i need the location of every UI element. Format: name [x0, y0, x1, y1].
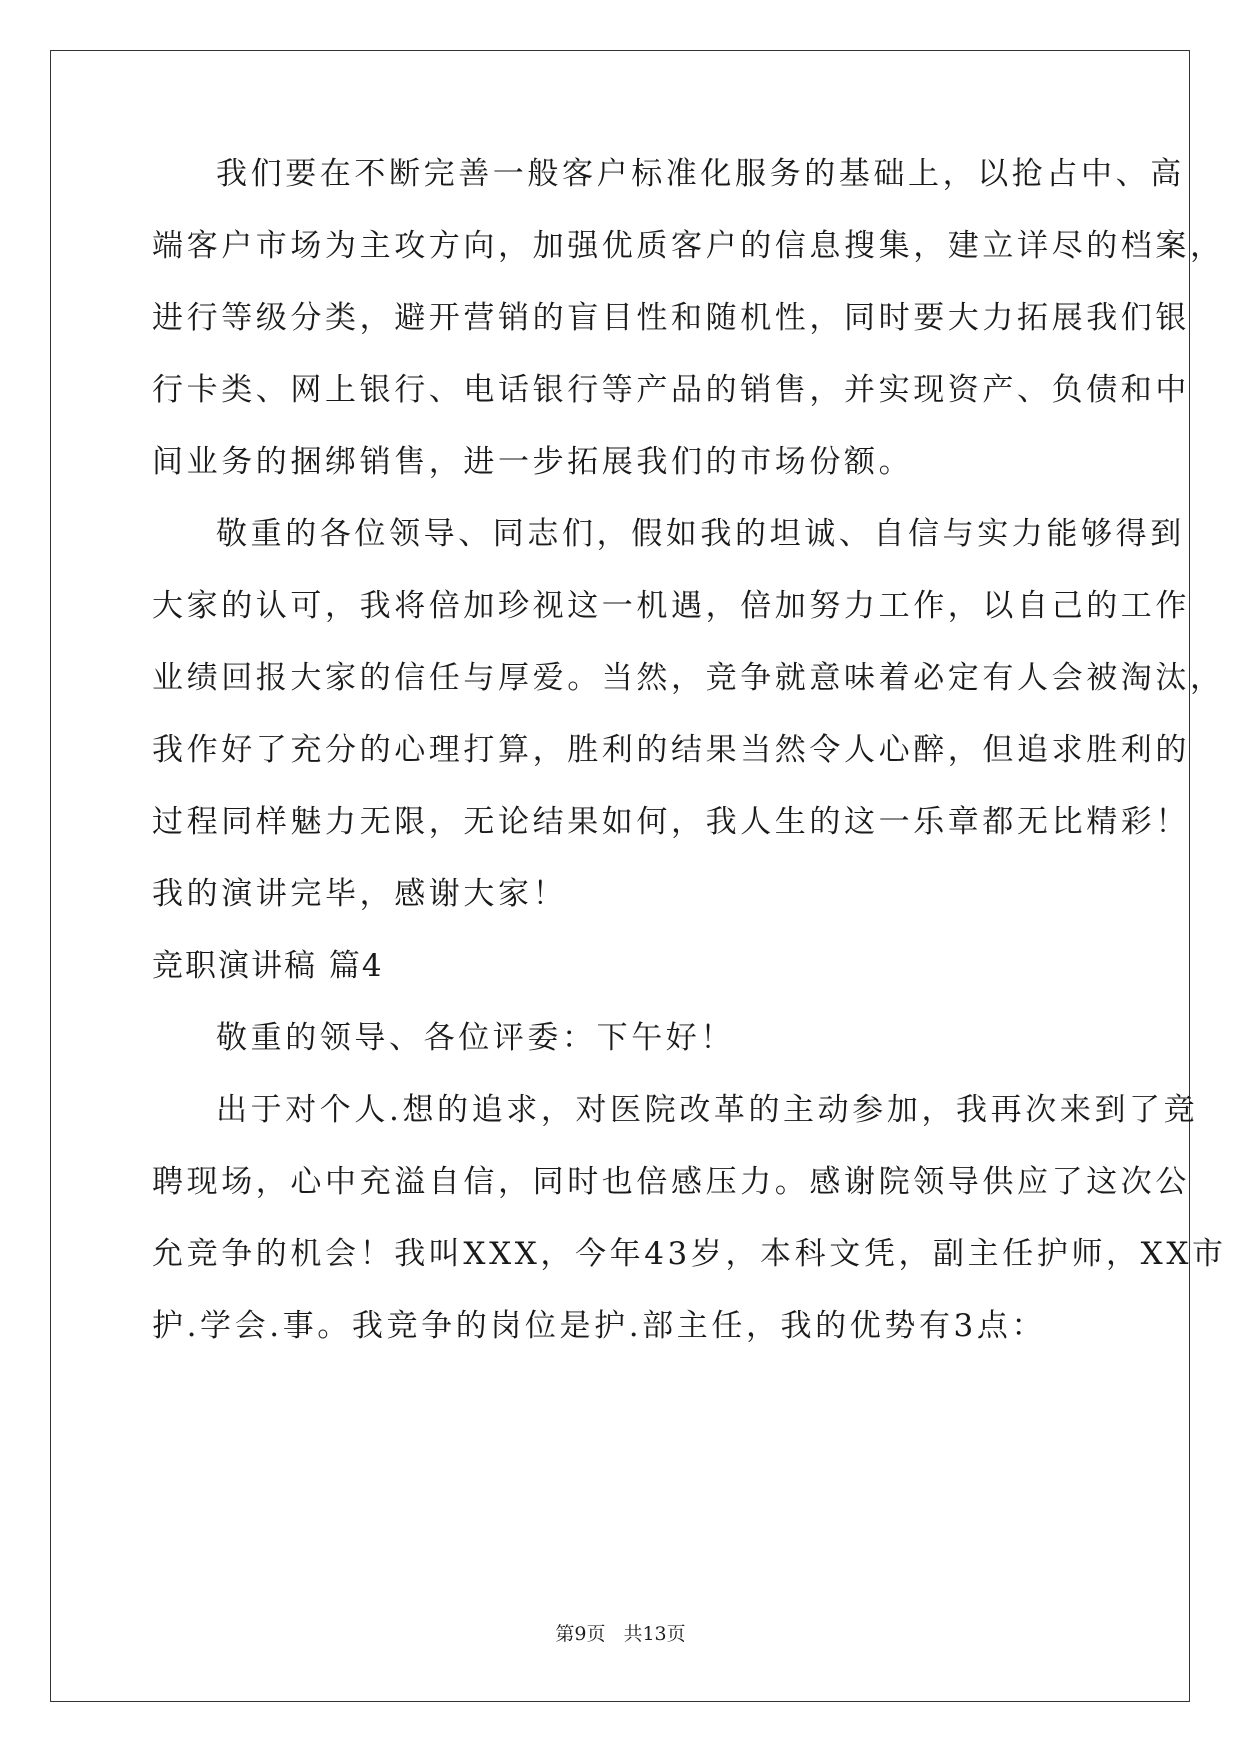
greeting-line: 敬重的领导、各位评委：下午好！ — [216, 1020, 735, 1056]
paragraph-3-line-2: 聘现场，心中充溢自信，同时也倍感压力。感谢院领导供应了这次公 — [152, 1164, 1190, 1200]
paragraph-3-line-1: 出于对个人.想的追求，对医院改革的主动参加，我再次来到了竞 — [216, 1092, 1199, 1128]
paragraph-1-line-2: 端客户市场为主攻方向，加强优质客户的信息搜集，建立详尽的档案， — [152, 228, 1225, 264]
paragraph-2-line-1: 敬重的各位领导、同志们，假如我的坦诚、自信与实力能够得到 — [216, 516, 1185, 552]
page-footer — [0, 1622, 1241, 1646]
paragraph-2-line-6: 我的演讲完毕，感谢大家！ — [152, 876, 568, 912]
paragraph-2-line-3: 业绩回报大家的信任与厚爱。当然，竞争就意味着必定有人会被淘汰， — [152, 660, 1225, 696]
paragraph-2-line-4: 我作好了充分的心理打算，胜利的结果当然令人心醉，但追求胜利的 — [152, 732, 1190, 768]
paragraph-1-line-1: 我们要在不断完善一般客户标准化服务的基础上，以抢占中、高 — [216, 156, 1185, 192]
paragraph-3-line-4: 护.学会.事。我竞争的岗位是护.部主任，我的优势有3点： — [152, 1308, 1047, 1344]
page-number-current: 第9页 — [555, 1623, 606, 1645]
paragraph-1-line-3: 进行等级分类，避开营销的盲目性和随机性，同时要大力拓展我们银 — [152, 300, 1190, 336]
section-heading: 竞职演讲稿 篇4 — [152, 948, 384, 984]
paragraph-1-line-5: 间业务的捆绑销售，进一步拓展我们的市场份额。 — [152, 444, 914, 480]
paragraph-1-line-4: 行卡类、网上银行、电话银行等产品的销售，并实现资产、负债和中 — [152, 372, 1190, 408]
page-number-total: 共13页 — [623, 1623, 686, 1645]
paragraph-3-line-3: 允竞争的机会！我叫XXX，今年43岁，本科文凭，副主任护师，XX市 — [152, 1236, 1227, 1272]
paragraph-2-line-2: 大家的认可，我将倍加珍视这一机遇，倍加努力工作，以自己的工作 — [152, 588, 1190, 624]
paragraph-2-line-5: 过程同样魅力无限，无论结果如何，我人生的这一乐章都无比精彩！ — [152, 804, 1190, 840]
